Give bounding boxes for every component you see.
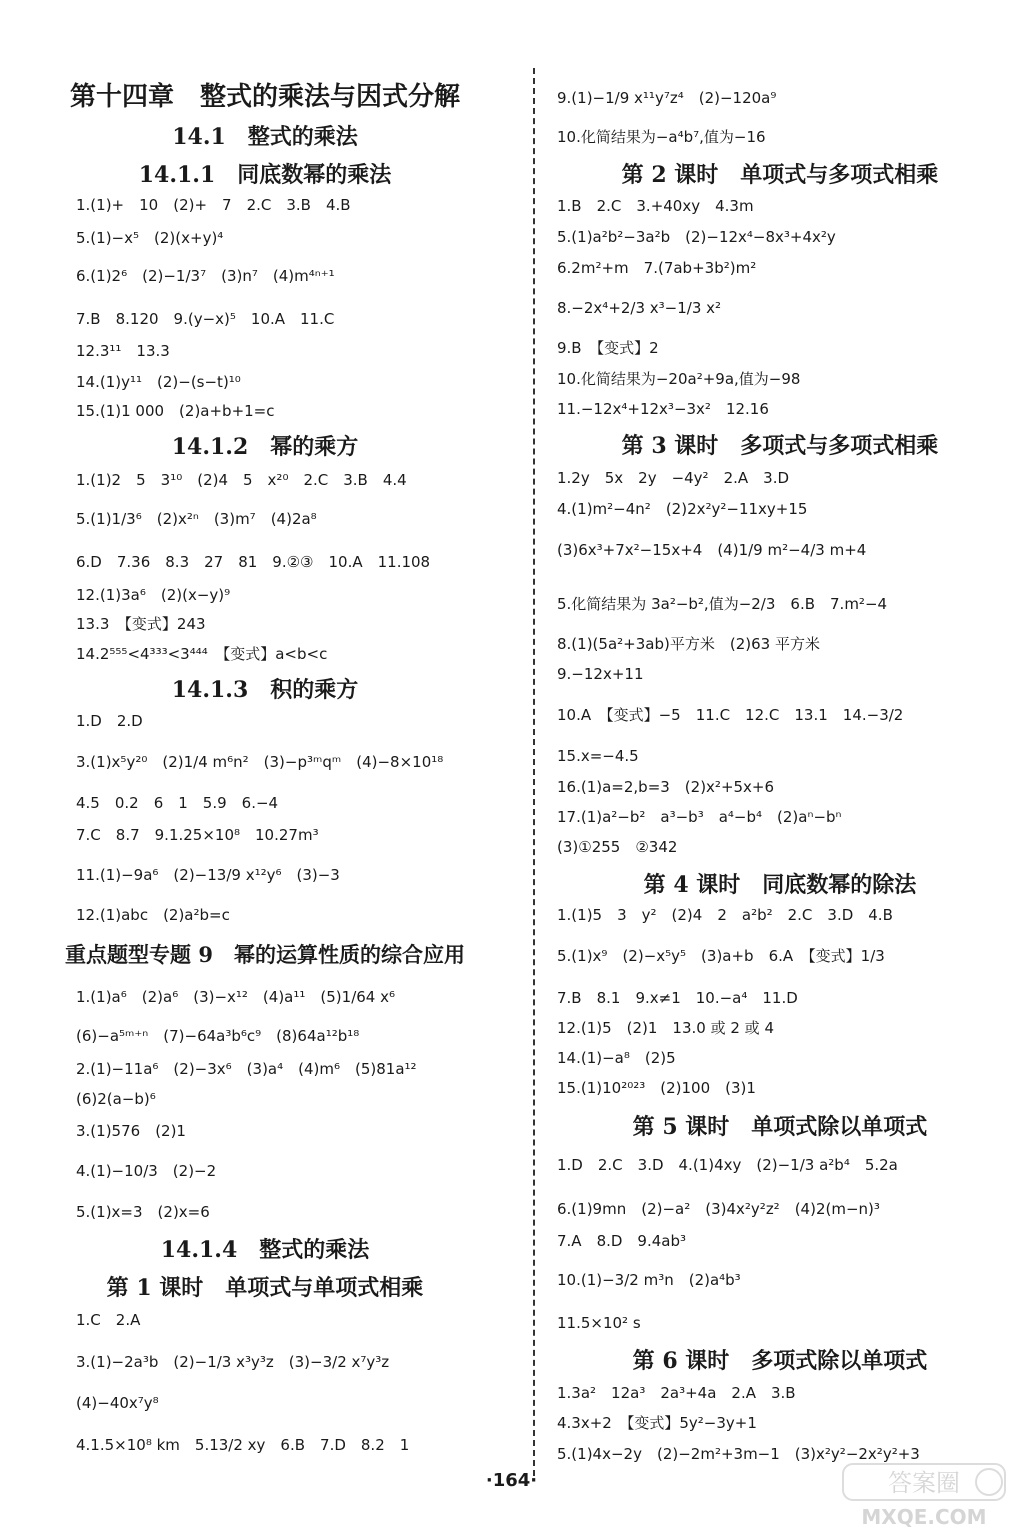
answer-line: 9.−12x+11: [557, 665, 644, 683]
answer-line: 10.A 【变式】−5 11.C 12.C 13.1 14.−3/2: [557, 706, 904, 724]
answer-line: 5.(1)1/3⁶ (2)x²ⁿ (3)m⁷ (4)2a⁸: [76, 510, 317, 528]
answer-line: 5.(1)4x−2y (2)−2m²+3m−1 (3)x²y²−2x²y²+3: [557, 1445, 920, 1463]
lesson-heading: 第 1 课时 单项式与单项式相乘: [106, 1275, 424, 1301]
answer-line: 11.(1)−9a⁶ (2)−13/9 x¹²y⁶ (3)−3: [76, 866, 340, 884]
answer-line: 10.化简结果为−20a²+9a,值为−98: [557, 370, 801, 388]
answer-line: 1.2y 5x 2y −4y² 2.A 3.D: [557, 469, 790, 487]
answer-line: 7.A 8.D 9.4ab³: [557, 1232, 687, 1250]
answer-line: 1.C 2.A: [76, 1311, 141, 1329]
answer-line: 15.(1)1 000 (2)a+b+1=c: [76, 402, 275, 420]
answer-line: 3.(1)576 (2)1: [76, 1122, 186, 1140]
answer-line: (6)−a⁵ᵐ⁺ⁿ (7)−64a³b⁶c⁹ (8)64a¹²b¹⁸: [76, 1027, 360, 1045]
answer-line: 8.−2x⁴+2/3 x³−1/3 x²: [557, 299, 722, 317]
answer-line: 3.(1)x⁵y²⁰ (2)1/4 m⁶n² (3)−p³ᵐqᵐ (4)−8×10¹⁸: [76, 753, 444, 771]
answer-line: 8.(1)(5a²+3ab)平方米 (2)63 平方米: [557, 635, 820, 653]
page-number: ·164·: [485, 1470, 538, 1491]
topic-heading: 重点题型专题 9 幂的运算性质的综合应用: [65, 942, 465, 967]
answer-line: 1.B 2.C 3.+40xy 4.3m: [557, 197, 754, 215]
answer-line: 6.2m²+m 7.(7ab+3b²)m²: [557, 259, 757, 277]
answer-line: 7.B 8.1 9.x≠1 10.−a⁴ 11.D: [557, 989, 798, 1007]
answer-line: 14.(1)y¹¹ (2)−(s−t)¹⁰: [76, 373, 241, 391]
answer-line: 1.(1)a⁶ (2)a⁶ (3)−x¹² (4)a¹¹ (5)1/64 x⁶: [76, 988, 395, 1006]
answer-line: 12.(1)5 (2)1 13.0 或 2 或 4: [557, 1019, 774, 1037]
answer-line: 5.(1)−x⁵ (2)(x+y)⁴: [76, 229, 224, 247]
answer-line: 5.(1)a²b²−3a²b (2)−12x⁴−8x³+4x²y: [557, 228, 836, 246]
answer-line: (3)①255 ②342: [557, 838, 678, 856]
answer-line: 1.3a² 12a³ 2a³+4a 2.A 3.B: [557, 1384, 796, 1402]
answer-line: 1.D 2.C 3.D 4.(1)4xy (2)−1/3 a²b⁴ 5.2a: [557, 1156, 898, 1174]
answer-line: 12.(1)3a⁶ (2)(x−y)⁹: [76, 586, 231, 604]
answer-line: 3.(1)−2a³b (2)−1/3 x³y³z (3)−3/2 x⁷y³z: [76, 1353, 390, 1371]
column-divider: [533, 68, 535, 1476]
answer-line: 1.D 2.D: [76, 712, 143, 730]
lesson-heading: 第 6 课时 多项式除以单项式: [632, 1348, 928, 1374]
answer-line: 4.1.5×10⁸ km 5.13/2 xy 6.B 7.D 8.2 1: [76, 1436, 410, 1454]
section-heading: 14.1 整式的乘法: [172, 124, 358, 150]
answer-line: 7.C 8.7 9.1.25×10⁸ 10.27m³: [76, 826, 319, 844]
answer-line: 11.−12x⁴+12x³−3x² 12.16: [557, 400, 769, 418]
lesson-heading: 第 4 课时 同底数幂的除法: [643, 872, 917, 898]
answer-line: 4.(1)m²−4n² (2)2x²y²−11xy+15: [557, 500, 808, 518]
answer-line: 4.(1)−10/3 (2)−2: [76, 1162, 217, 1180]
answer-line: (6)2(a−b)⁶: [76, 1090, 156, 1108]
answer-line: 15.(1)10²⁰²³ (2)100 (3)1: [557, 1079, 756, 1097]
answer-line: 9.B 【变式】2: [557, 339, 659, 357]
subsection-heading: 14.1.4 整式的乘法: [160, 1237, 370, 1263]
answer-line: (4)−40x⁷y⁸: [76, 1394, 159, 1412]
answer-line: 4.3x+2 【变式】5y²−3y+1: [557, 1414, 757, 1432]
answer-line: 9.(1)−1/9 x¹¹y⁷z⁴ (2)−120a⁹: [557, 89, 777, 107]
answer-line: 4.5 0.2 6 1 5.9 6.−4: [76, 794, 279, 812]
answer-line: 12.(1)abc (2)a²b=c: [76, 906, 230, 924]
answer-line: 1.(1)+ 10 (2)+ 7 2.C 3.B 4.B: [76, 196, 351, 214]
answer-line: 5.(1)x=3 (2)x=6: [76, 1203, 210, 1221]
answer-line: 6.D 7.36 8.3 27 81 9.②③ 10.A 11.108: [76, 553, 431, 571]
lesson-heading: 第 3 课时 多项式与多项式相乘: [621, 433, 939, 459]
answer-line: 14.(1)−a⁸ (2)5: [557, 1049, 676, 1067]
chapter-title: 第十四章 整式的乘法与因式分解: [69, 82, 460, 112]
subsection-heading: 14.1.1 同底数幂的乘法: [138, 162, 392, 188]
watermark-logo: [839, 1460, 1009, 1530]
lesson-heading: 第 2 课时 单项式与多项式相乘: [621, 162, 939, 188]
answer-line: 2.(1)−11a⁶ (2)−3x⁶ (3)a⁴ (4)m⁶ (5)81a¹²: [76, 1060, 417, 1078]
answer-line: 16.(1)a=2,b=3 (2)x²+5x+6: [557, 778, 775, 796]
answer-line: 14.2⁵⁵⁵<4³³³<3⁴⁴⁴ 【变式】a<b<c: [76, 645, 328, 663]
answer-line: 5.化简结果为 3a²−b²,值为−2/3 6.B 7.m²−4: [557, 595, 888, 613]
answer-line: 11.5×10² s: [557, 1314, 641, 1332]
answer-line: 10.化简结果为−a⁴b⁷,值为−16: [557, 128, 766, 146]
answer-line: 1.(1)5 3 y² (2)4 2 a²b² 2.C 3.D 4.B: [557, 906, 893, 924]
answer-line: 10.(1)−3/2 m³n (2)a⁴b³: [557, 1271, 741, 1289]
answer-line: 17.(1)a²−b² a³−b³ a⁴−b⁴ (2)aⁿ−bⁿ: [557, 808, 842, 826]
lesson-heading: 第 5 课时 单项式除以单项式: [632, 1114, 928, 1140]
answer-line: 7.B 8.120 9.(y−x)⁵ 10.A 11.C: [76, 310, 335, 328]
subsection-heading: 14.1.2 幂的乘方: [171, 434, 359, 460]
answer-line: 5.(1)x⁹ (2)−x⁵y⁵ (3)a+b 6.A 【变式】1/3: [557, 947, 885, 965]
subsection-heading: 14.1.3 积的乘方: [171, 677, 359, 703]
answer-line: (3)6x³+7x²−15x+4 (4)1/9 m²−4/3 m+4: [557, 541, 867, 559]
answer-line: 6.(1)2⁶ (2)−1/3⁷ (3)n⁷ (4)m⁴ⁿ⁺¹: [76, 267, 335, 285]
answer-line: 12.3¹¹ 13.3: [76, 342, 170, 360]
answer-line: 1.(1)2 5 3¹⁰ (2)4 5 x²⁰ 2.C 3.B 4.4: [76, 471, 407, 489]
watermark-line1: 答案圈: [888, 1469, 960, 1497]
answer-line: 13.3 【变式】243: [76, 615, 206, 633]
answer-line: 15.x=−4.5: [557, 747, 639, 765]
answer-line: 6.(1)9mn (2)−a² (3)4x²y²z² (4)2(m−n)³: [557, 1200, 880, 1218]
watermark-line2: MXQE.COM: [861, 1505, 987, 1529]
